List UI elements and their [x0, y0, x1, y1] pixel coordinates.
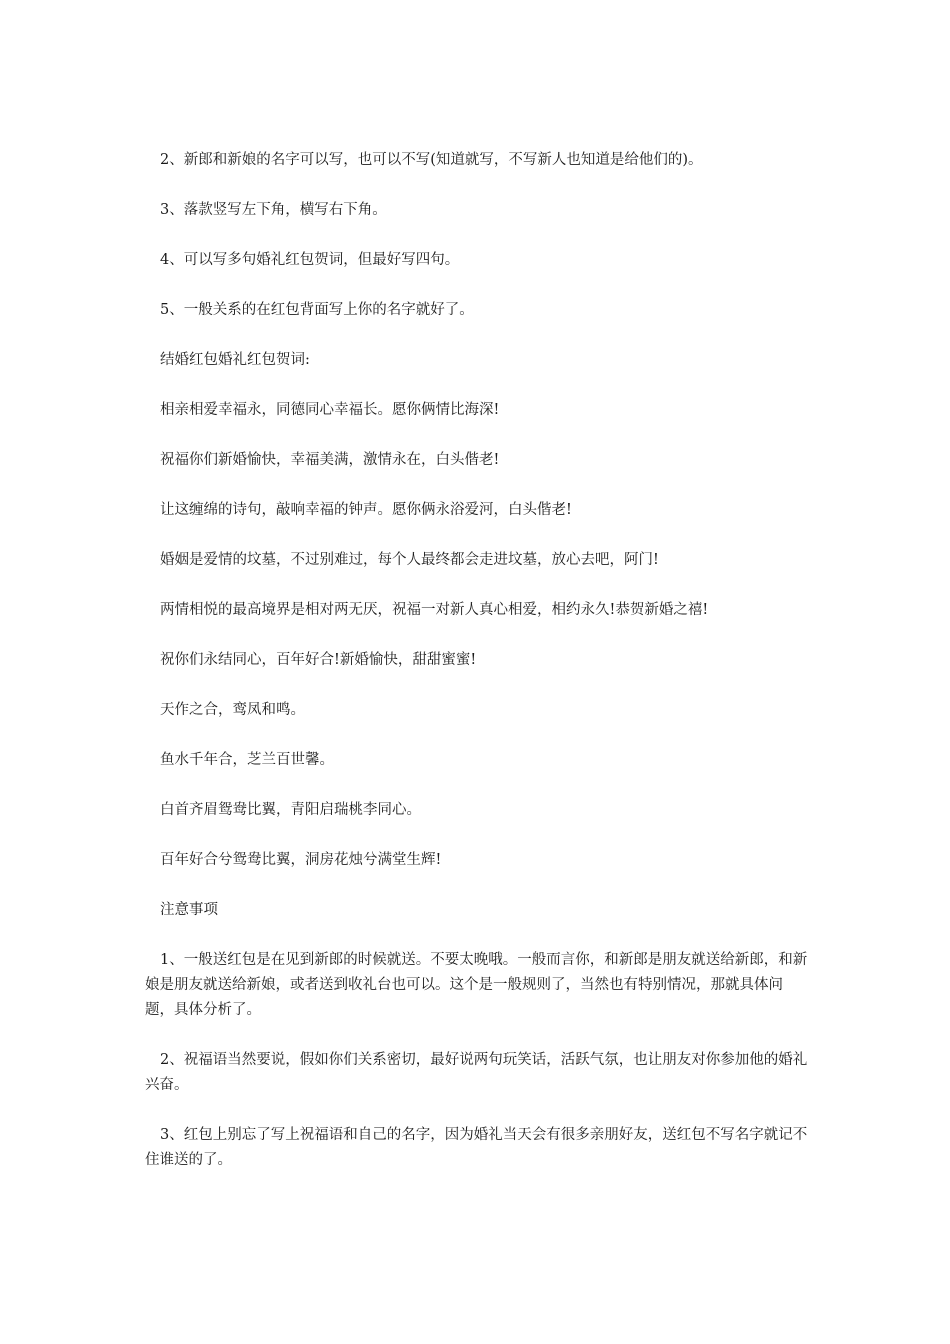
paragraph-tip-5: 5、一般关系的在红包背面写上你的名字就好了。: [160, 302, 474, 318]
greeting-line: 让这缠绵的诗句，敲响幸福的钟声。愿你俩永浴爱河，白头偕老!: [160, 502, 572, 518]
greeting-line: 百年好合兮鸳鸯比翼，洞房花烛兮满堂生辉!: [160, 852, 442, 868]
greeting-line: 相亲相爱幸福永，同德同心幸福长。愿你俩情比海深!: [160, 402, 500, 418]
section-heading-notes: 注意事项: [160, 902, 218, 918]
greeting-line: 白首齐眉鸳鸯比翼，青阳启瑞桃李同心。: [160, 802, 421, 818]
greeting-line: 祝你们永结同心，百年好合!新婚愉快，甜甜蜜蜜!: [160, 652, 477, 668]
section-heading-greetings: 结婚红包婚礼红包贺词:: [160, 352, 310, 368]
document-body: [145, 148, 810, 1173]
note-paragraph-3: 3、红包上别忘了写上祝福语和自己的名字，因为婚礼当天会有很多亲朋好友，送红包不写名字就记不住谁送的了。: [145, 1127, 808, 1168]
paragraph-tip-4: 4、可以写多句婚礼红包贺词，但最好写四句。: [160, 252, 460, 268]
greeting-line: 鱼水千年合，芝兰百世馨。: [160, 752, 334, 768]
greeting-line: 两情相悦的最高境界是相对两无厌，祝福一对新人真心相爱，相约永久!恭贺新婚之禧!: [160, 602, 709, 618]
greeting-line: 婚姻是爱情的坟墓，不过别难过，每个人最终都会走进坟墓，放心去吧，阿门!: [160, 552, 659, 568]
paragraph-tip-3: 3、落款竖写左下角，横写右下角。: [160, 202, 387, 218]
paragraph-tip-2: 2、新郎和新娘的名字可以写，也可以不写(知道就写，不写新人也知道是给他们的)。: [160, 152, 703, 168]
note-paragraph-2: 2、祝福语当然要说，假如你们关系密切，最好说两句玩笑话，活跃气氛，也让朋友对你参加他的婚礼兴奋。: [145, 1052, 808, 1093]
greeting-line: 天作之合，鸾凤和鸣。: [160, 702, 305, 718]
note-paragraph-1: 1、一般送红包是在见到新郎的时候就送。不要太晚哦。一般而言你，和新郎是朋友就送给新郎，和新娘是朋友就送给新娘，或者送到收礼台也可以。这个是一般规则了，当然也有特别情况，那就具体问题，具体分析了。: [145, 952, 808, 1018]
greeting-line: 祝福你们新婚愉快，幸福美满，激情永在，白头偕老!: [160, 452, 500, 468]
